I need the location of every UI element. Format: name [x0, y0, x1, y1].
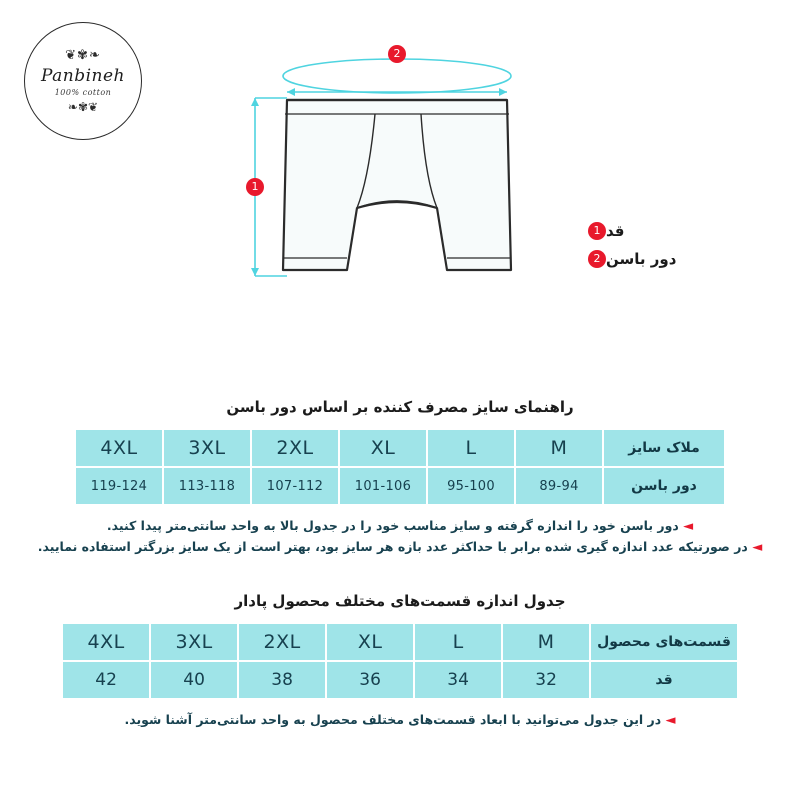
legend-label-hip: دور باسن — [606, 250, 677, 268]
consumer-size-xl: XL — [339, 429, 427, 467]
logo-ornament-bottom-icon: ❧✾❦ — [67, 100, 99, 114]
consumer-hip-2xl: 107-112 — [251, 467, 339, 505]
consumer-hip-m: 89-94 — [515, 467, 603, 505]
product-note-1-text: در این جدول می‌توانید با ابعاد قسمت‌های مختلف محصول به واحد سانتی‌متر آشنا شوید. — [124, 712, 662, 727]
product-row-header-parts: قسمت‌های محصول — [590, 623, 738, 661]
product-size-m: M — [502, 623, 590, 661]
brand-logo — [24, 22, 142, 140]
product-notes — [0, 712, 800, 728]
logo-brand-name: Panbineh — [40, 66, 126, 86]
bullet-icon: ◄ — [752, 540, 763, 555]
product-length-m: 32 — [502, 661, 590, 699]
consumer-size-section — [0, 398, 800, 560]
product-table-title: جدول اندازه قسمت‌های مختلف محصول پادار — [234, 592, 566, 610]
consumer-note-1 — [0, 518, 800, 534]
consumer-hip-xl: 101-106 — [339, 467, 427, 505]
measurement-diagram — [225, 18, 565, 318]
consumer-size-m: M — [515, 429, 603, 467]
diagram-badge-hip: 2 — [388, 45, 406, 63]
product-size-xl: XL — [326, 623, 414, 661]
product-size-section — [0, 592, 800, 733]
product-size-table — [61, 622, 739, 700]
logo-ornament-top-icon: ❦✾❧ — [65, 48, 101, 63]
consumer-size-4xl: 4XL — [75, 429, 163, 467]
product-length-xl: 36 — [326, 661, 414, 699]
bullet-icon: ◄ — [683, 519, 694, 534]
consumer-hip-l: 95-100 — [427, 467, 515, 505]
consumer-row-header-hip: دور باسن — [603, 467, 725, 505]
table-row — [75, 429, 725, 467]
legend-badge-1: 1 — [588, 222, 606, 240]
consumer-size-l: L — [427, 429, 515, 467]
consumer-hip-3xl: 113-118 — [163, 467, 251, 505]
consumer-note-2-text: در صورتیکه عدد اندازه گیری شده برابر با حداکثر عدد بازه هر سایز بود، بهتر است از یک سایز بزرگتر استفاده نمایید. — [37, 539, 748, 554]
consumer-notes — [0, 518, 800, 555]
consumer-row-header-criterion: ملاک سایز — [603, 429, 725, 467]
product-row-header-length: قد — [590, 661, 738, 699]
product-length-2xl: 38 — [238, 661, 326, 699]
bullet-icon: ◄ — [665, 713, 676, 728]
product-length-3xl: 40 — [150, 661, 238, 699]
product-size-3xl: 3XL — [150, 623, 238, 661]
legend-badge-2: 2 — [588, 250, 606, 268]
product-length-l: 34 — [414, 661, 502, 699]
product-length-4xl: 42 — [62, 661, 150, 699]
consumer-size-2xl: 2XL — [251, 429, 339, 467]
consumer-hip-4xl: 119-124 — [75, 467, 163, 505]
table-row — [62, 661, 738, 699]
boxer-shorts-illustration-icon — [225, 18, 565, 318]
consumer-note-1-text: دور باسن خود را اندازه گرفته و سایز مناسب خود را در جدول بالا به واحد سانتی‌متر پیدا کنید. — [106, 518, 679, 533]
product-size-4xl: 4XL — [62, 623, 150, 661]
diagram-legend — [588, 222, 778, 278]
product-size-2xl: 2XL — [238, 623, 326, 661]
product-note-1 — [0, 712, 800, 728]
consumer-size-table — [74, 428, 726, 506]
legend-item-length — [588, 222, 778, 240]
table-row — [75, 467, 725, 505]
consumer-table-title: راهنمای سایز مصرف کننده بر اساس دور باسن — [226, 398, 574, 416]
legend-item-hip — [588, 250, 778, 268]
consumer-size-3xl: 3XL — [163, 429, 251, 467]
diagram-badge-length: 1 — [246, 178, 264, 196]
legend-label-length: قد — [606, 222, 625, 240]
consumer-note-2 — [0, 539, 800, 555]
logo-tagline: 100% cotton — [54, 88, 112, 97]
table-row — [62, 623, 738, 661]
product-size-l: L — [414, 623, 502, 661]
